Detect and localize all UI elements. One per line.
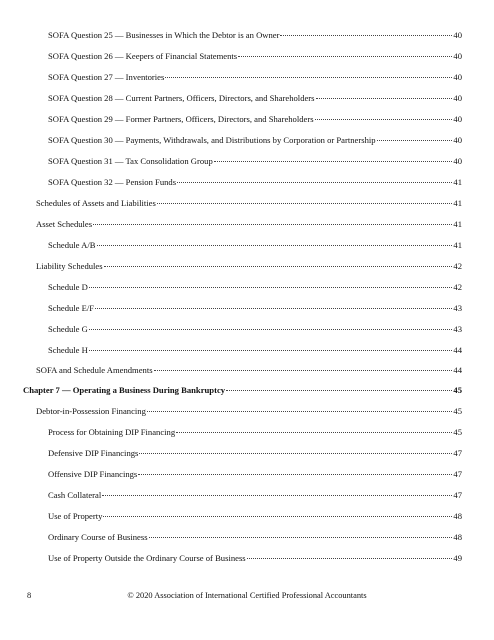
toc-entry[interactable]: [48, 50, 462, 62]
toc-entry[interactable]: [48, 134, 462, 146]
toc-entry[interactable]: [48, 447, 462, 459]
toc-entry-page: 45: [453, 385, 462, 395]
toc-entry-title: Asset Schedules: [36, 219, 93, 229]
toc-leader-dots: [315, 119, 453, 120]
toc-entry-page: 41: [453, 219, 462, 229]
footer-copyright: © 2020 Association of International Certified Professional Accountants: [127, 591, 367, 600]
toc-leader-dots: [139, 453, 452, 454]
toc-entry[interactable]: [36, 405, 462, 417]
toc-leader-dots: [89, 287, 453, 288]
toc-entry-page: 41: [453, 177, 462, 187]
toc-entry[interactable]: [48, 531, 462, 543]
toc-entry-title: SOFA Question 28 — Current Partners, Officers, Directors, and Shareholders: [48, 93, 315, 103]
toc-entry-title: Schedule A/B: [48, 240, 96, 250]
toc-entry-page: 43: [453, 303, 462, 313]
toc-leader-dots: [89, 329, 453, 330]
toc-entry[interactable]: [48, 71, 462, 83]
toc-leader-dots: [97, 245, 453, 246]
toc-entry[interactable]: [48, 489, 462, 501]
toc-leader-dots: [154, 370, 453, 371]
toc-entry-title: SOFA and Schedule Amendments: [36, 365, 153, 375]
toc-entry-page: 49: [453, 553, 462, 563]
toc-entry-page: 45: [453, 427, 462, 437]
toc-entry-page: 47: [453, 448, 462, 458]
toc-entry[interactable]: [36, 197, 462, 209]
toc-entry[interactable]: [48, 155, 462, 167]
toc-leader-dots: [89, 350, 453, 351]
toc-entry-title: Use of Property Outside the Ordinary Course of Business: [48, 553, 246, 563]
toc-leader-dots: [93, 224, 452, 225]
toc-leader-dots: [238, 56, 452, 57]
toc-entry-page: 45: [453, 406, 462, 416]
toc-entry-title: SOFA Question 27 — Inventories: [48, 72, 165, 82]
toc-entry-page: 47: [453, 490, 462, 500]
toc-entry-title: Ordinary Course of Business: [48, 532, 148, 542]
toc-entry-title: Schedule E/F: [48, 303, 95, 313]
toc-entry-page: 48: [453, 511, 462, 521]
toc-leader-dots: [316, 98, 453, 99]
toc-entry-title: Schedule D: [48, 282, 88, 292]
toc-entry-page: 40: [453, 135, 462, 145]
toc-entry-title: Defensive DIP Financings: [48, 448, 139, 458]
toc-entry-title: Cash Collateral: [48, 490, 102, 500]
toc-leader-dots: [95, 308, 452, 309]
toc-entry[interactable]: [48, 323, 462, 335]
toc-entry-page: 40: [453, 30, 462, 40]
toc-entry-title: Chapter 7 — Operating a Business During Bankruptcy: [23, 385, 226, 395]
toc-entry-page: 48: [453, 532, 462, 542]
toc-entry-page: 42: [453, 261, 462, 271]
toc-entry[interactable]: [48, 92, 462, 104]
toc-entry-title: Schedules of Assets and Liabilities: [36, 198, 156, 208]
toc-entry-title: Schedule H: [48, 345, 88, 355]
toc-entry-title: SOFA Question 29 — Former Partners, Officers, Directors, and Shareholders: [48, 114, 314, 124]
toc-entry-title: Use of Property: [48, 511, 103, 521]
toc-leader-dots: [149, 537, 453, 538]
toc-leader-dots: [226, 390, 452, 391]
toc-leader-dots: [377, 140, 453, 141]
toc-entry-title: Debtor-in-Possession Financing: [36, 406, 146, 416]
toc-entry-title: SOFA Question 31 — Tax Consolidation Group: [48, 156, 213, 166]
toc-entry-title: Process for Obtaining DIP Financing: [48, 427, 176, 437]
toc-leader-dots: [102, 495, 452, 496]
toc-leader-dots: [247, 558, 453, 559]
page-footer: [0, 590, 494, 602]
toc-entry[interactable]: [48, 29, 462, 41]
toc-entry-title: Schedule G: [48, 324, 88, 334]
toc-entry[interactable]: [36, 218, 462, 230]
toc-entry-title: Offensive DIP Financings: [48, 469, 138, 479]
toc-entry[interactable]: [48, 344, 462, 356]
toc-entry[interactable]: [48, 426, 462, 438]
toc-leader-dots: [165, 77, 452, 78]
toc-entry-page: 43: [453, 324, 462, 334]
toc-entry-title: SOFA Question 25 — Businesses in Which the Debtor is an Owner: [48, 30, 280, 40]
toc-entry[interactable]: [48, 281, 462, 293]
toc-entry-title: SOFA Question 32 — Pension Funds: [48, 177, 177, 187]
toc-chapter-entry[interactable]: [23, 384, 462, 396]
toc-entry[interactable]: [36, 364, 462, 376]
toc-entry[interactable]: [48, 552, 462, 564]
toc-leader-dots: [104, 266, 453, 267]
toc-entry[interactable]: [48, 176, 462, 188]
toc-entry-page: 47: [453, 469, 462, 479]
toc-leader-dots: [157, 203, 453, 204]
toc-leader-dots: [147, 411, 453, 412]
toc-leader-dots: [176, 432, 452, 433]
toc-entry[interactable]: [48, 510, 462, 522]
toc-leader-dots: [280, 35, 452, 36]
toc-entry-page: 40: [453, 72, 462, 82]
toc-entry-page: 40: [453, 156, 462, 166]
toc-leader-dots: [138, 474, 452, 475]
toc-entry[interactable]: [36, 260, 462, 272]
toc-entry[interactable]: [48, 468, 462, 480]
toc-leader-dots: [177, 182, 452, 183]
toc-entry[interactable]: [48, 302, 462, 314]
toc-entry-page: 40: [453, 114, 462, 124]
toc-entry-page: 40: [453, 51, 462, 61]
toc-leader-dots: [214, 161, 453, 162]
toc-entry-page: 44: [453, 365, 462, 375]
footer-page-number: 8: [27, 591, 32, 600]
toc-entry-title: SOFA Question 30 — Payments, Withdrawals, and Distributions by Corporation or Partnership: [48, 135, 376, 145]
toc-entry-page: 42: [453, 282, 462, 292]
toc-entry-page: 41: [453, 198, 462, 208]
toc-leader-dots: [103, 516, 452, 517]
toc-entry[interactable]: [48, 113, 462, 125]
toc-entry-page: 44: [453, 345, 462, 355]
toc-entry-page: 40: [453, 93, 462, 103]
toc-entry-page: 41: [453, 240, 462, 250]
toc-entry-title: Liability Schedules: [36, 261, 103, 271]
toc-entry-title: SOFA Question 26 — Keepers of Financial Statements: [48, 51, 238, 61]
toc-entry[interactable]: [48, 239, 462, 251]
